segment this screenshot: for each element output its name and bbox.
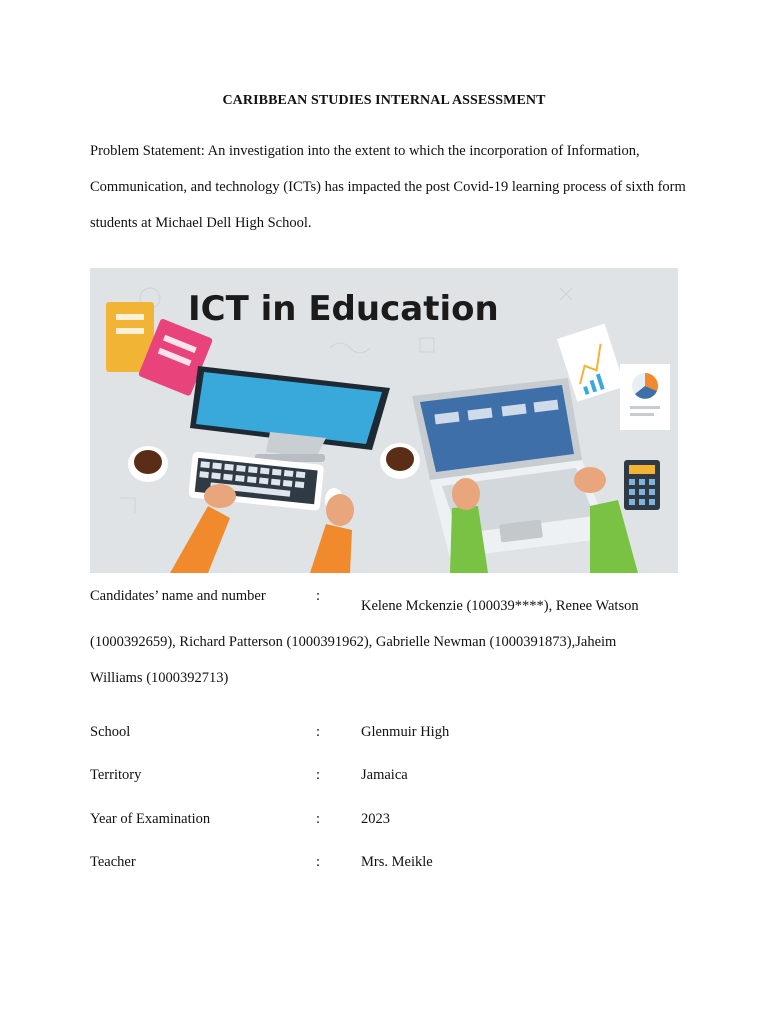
year-separator: : (316, 811, 321, 827)
territory-separator: : (316, 767, 321, 783)
school-label: School (90, 724, 131, 740)
document-title: CARIBBEAN STUDIES INTERNAL ASSESSMENT (222, 93, 546, 108)
candidates-label: Candidates’ name and number (90, 588, 266, 604)
territory-value: Jamaica (361, 767, 408, 783)
teacher-value: Mrs. Meikle (361, 854, 433, 870)
year-label: Year of Examination (90, 811, 211, 827)
figure-heading: ICT in Education (188, 289, 499, 329)
calculator-icon (624, 460, 660, 510)
problem-statement: Problem Statement: An investigation into the extent to which the incorporation of Information, Communication, and technology (ICTs) has impacted the post Covid-19 learning process of sixth form students at Michael Dell High School. (90, 143, 686, 231)
ict-in-education-illustration (90, 268, 678, 573)
candidates-separator: : (316, 588, 321, 604)
teacher-label: Teacher (90, 854, 136, 870)
school-separator: : (316, 724, 321, 740)
territory-label: Territory (90, 767, 142, 783)
school-value: Glenmuir High (361, 724, 450, 740)
coffee-cup-icon (128, 446, 168, 482)
coffee-cup-icon (380, 443, 420, 479)
pie-chart-paper-icon (620, 364, 670, 430)
year-value: 2023 (361, 811, 390, 827)
teacher-separator: : (316, 854, 321, 870)
candidates-value: Kelene Mckenzie (100039****), Renee Watson (1000392659), Richard Patterson (1000391962), Gabrielle Newman (1000391873),Jaheim Williams (1000392713) (90, 598, 639, 686)
